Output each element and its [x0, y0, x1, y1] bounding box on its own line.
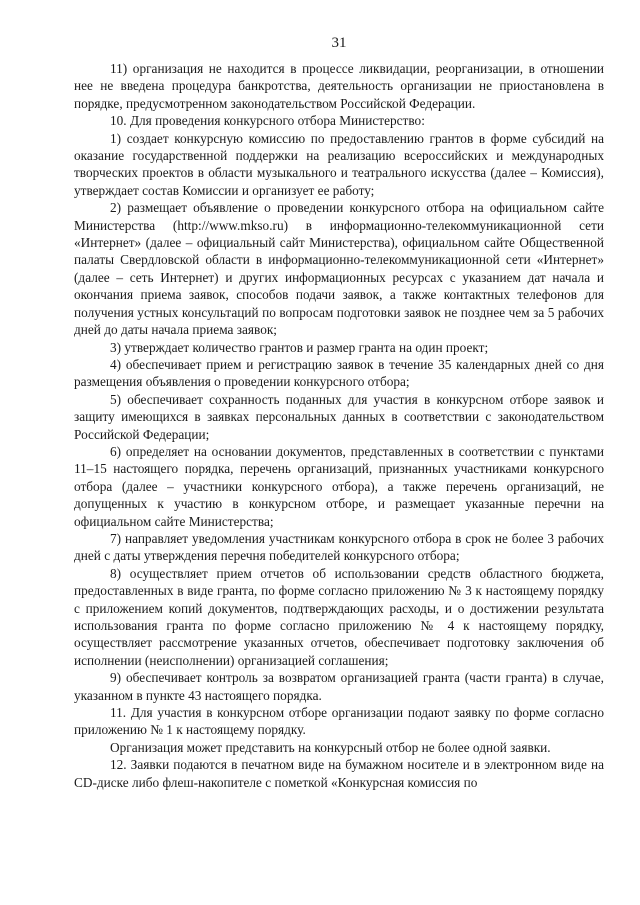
- list-item-9-control: 9) обеспечивает контроль за возвратом организацией гранта (части гранта) в случае, указанном в пункте 43 настоящего порядка.: [74, 670, 604, 703]
- paragraph-10-heading: 10. Для проведения конкурсного отбора Министерство:: [110, 113, 425, 129]
- paragraph-one-application-limit: Организация может представить на конкурсный отбор не более одной заявки.: [110, 739, 551, 755]
- list-item-2-announcement: 2) размещает объявление о проведении конкурсного отбора на официальном сайте Министерства (http://www.mkso.ru) в информационно-телекоммуникационной сети «Интернет» (далее – официальный сайт Министерства), официальном сайте Общественной палаты Свердловской области в информационно-телекоммуникационной сети «Интернет» (далее – сеть Интернет) и других информационных ресурсах с указанием дат начала и окончания приема заявок, способов подачи заявок, а также контактных телефонов для получения устных консультаций по вопросам подготовки заявок не позднее чем за 5 рабочих дней до даты начала приема заявок;: [74, 200, 604, 338]
- page-number: 31: [331, 35, 347, 51]
- list-item-1-commission: 1) создает конкурсную комиссию по предоставлению грантов в форме субсидий на оказание государственной поддержки на реализацию всероссийских и международных творческих проектов в области музыкального и театрального искусства (далее – Комиссия), утверждает состав Комиссии и организует ее работу;: [74, 130, 604, 198]
- paragraph-11-organization-status: 11) организация не находится в процессе ликвидации, реорганизации, в отношении нее не введена процедура банкротства, деятельность организации не приостановлена в порядке, предусмотренном законодательством Российской Федерации.: [74, 61, 604, 111]
- paragraph-12-submission: 12. Заявки подаются в печатном виде на бумажном носителе и в электронном виде на CD-диске либо флеш-накопителе с пометкой «Конкурсная комиссия по: [74, 757, 604, 790]
- list-item-4-registration: 4) обеспечивает прием и регистрацию заявок в течение 35 календарных дней со дня размещения объявления о проведении конкурсного отбора;: [74, 356, 604, 390]
- paragraph-11-application: 11. Для участия в конкурсном отборе организации подают заявку по форме согласно приложению № 1 к настоящему порядку.: [74, 705, 604, 738]
- list-item-8-reports: 8) осуществляет прием отчетов об использовании средств областного бюджета, предоставленных в виде гранта, по форме согласно приложению № 3 к настоящему порядку с приложением копий документов, подтверждающих расходы, и о достижении результата использования гранта по форме согласно приложению № 4 к настоящему порядку, осуществляет рассмотрение указанных отчетов, обеспечивает подготовку заключения об исполнении (неисполнении) организацией соглашения;: [74, 565, 604, 668]
- list-item-5-data-protection: 5) обеспечивает сохранность поданных для участия в конкурсном отборе заявок и защиту имеющихся в заявках персональных данных в соответствии с законодательством Российской Федерации;: [74, 391, 604, 442]
- list-item-6-participants: 6) определяет на основании документов, представленных в соответствии с пунктами 11–15 настоящего порядка, перечень организаций, признанных участниками конкурсного отбора (далее – участники конкурсного отбора), а также перечень организаций, не допущенных к участию в конкурсном отборе, и размещает указанные перечни на официальном сайте Министерства;: [74, 443, 604, 529]
- list-item-7-notifications: 7) направляет уведомления участникам конкурсного отбора в срок не более 3 рабочих дней с даты утверждения перечня победителей конкурсного отбора;: [74, 530, 604, 564]
- list-item-3-grant-count: 3) утверждает количество грантов и размер гранта на один проект;: [110, 339, 489, 355]
- document-page: [74, 34, 604, 791]
